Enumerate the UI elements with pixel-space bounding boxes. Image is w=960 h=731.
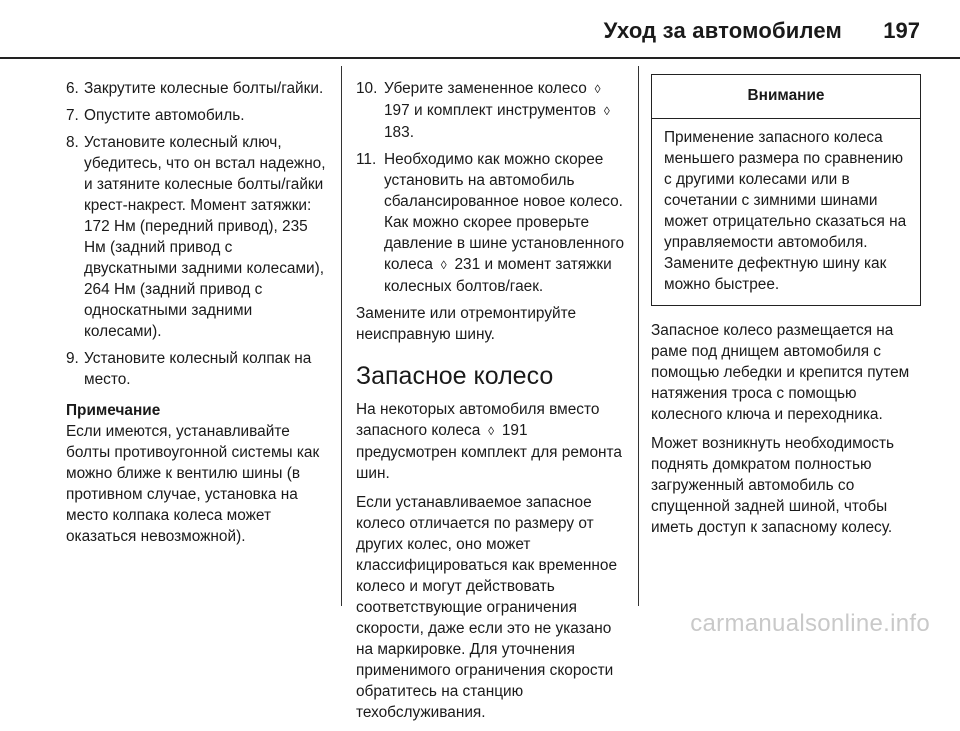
section-heading: Запасное колесо xyxy=(356,362,554,390)
paragraph-part: На некоторых автомобиля вместо запасного колеса xyxy=(356,401,600,439)
step-text: Опустите автомобиль. xyxy=(84,107,245,124)
step-number: 10. xyxy=(356,80,378,97)
step-text-part: Уберите замененное колесо xyxy=(384,80,592,97)
page-number: 197 xyxy=(883,18,920,43)
column-divider-2 xyxy=(638,66,639,606)
paragraph xyxy=(356,399,626,484)
column-middle xyxy=(356,78,626,731)
step-number: 8. xyxy=(66,134,79,151)
warning-box xyxy=(651,74,921,306)
step-11 xyxy=(356,149,626,297)
step-text: Установите колесный ключ, убедитесь, что он встал надежно, и затяните колесные болты/гайки крест-накрест. Момент затяжки: 172 Нм (передний привод), 235 Нм (задний привод с двускатными задними колесами), 264 Нм (задний привод с односкатными задними колесами). xyxy=(84,134,326,340)
page-reference-icon: ◊ xyxy=(488,424,495,438)
page-reference-icon: ◊ xyxy=(603,104,610,118)
page-reference-icon: ◊ xyxy=(594,82,601,96)
warning-text: Применение запасного колеса меньшего размера по сравнению с другими колесами или в сочетании с зимними шинами может отрицательно сказаться на управляемости автомобиля. Замените дефектную шину как можно быстрее. xyxy=(664,129,907,293)
note-title: Примечание xyxy=(66,402,161,419)
watermark: carmanualsonline.info xyxy=(690,610,930,637)
step-text-part: и комплект инструментов xyxy=(409,102,601,119)
page-reference-icon: ◊ xyxy=(440,258,447,272)
chapter-title: Уход за автомобилем xyxy=(603,18,842,43)
page-reference-link[interactable]: 191 xyxy=(501,422,528,439)
step-9 xyxy=(66,348,328,390)
page-header xyxy=(0,0,960,58)
step-text: Закрутите колесные болты/гайки. xyxy=(84,80,324,97)
column-divider-1 xyxy=(341,66,342,606)
header-rule xyxy=(0,57,960,59)
step-text-part: и момент затяжки колесных болтов/гаек. xyxy=(384,256,612,295)
page-reference-link[interactable]: 231 xyxy=(454,256,481,273)
step-6 xyxy=(66,78,328,99)
step-10 xyxy=(356,78,626,143)
step-text-part: . xyxy=(409,124,414,141)
step-number: 6. xyxy=(66,80,79,97)
step-number: 9. xyxy=(66,350,79,367)
step-text xyxy=(384,78,626,143)
step-text: Установите колесный колпак на место. xyxy=(84,350,312,388)
step-number: 7. xyxy=(66,107,79,124)
column-right xyxy=(651,78,921,546)
paragraph: Запасное колесо размещается на раме под днищем автомобиля с помощью лебедки и крепится путем натяжения троса с помощью колесного ключа и переходника. xyxy=(651,322,910,423)
step-text-part: Необходимо как можно скорее установить на автомобиль сбалансированное новое колесо. Как можно скорее проверьте давление в шине установленного колеса xyxy=(384,151,625,273)
step-number: 11. xyxy=(356,151,377,168)
page-reference-link[interactable]: 197 xyxy=(384,102,410,119)
paragraph: Может возникнуть необходимость поднять домкратом полностью загруженный автомобиль со спущенной задней шиной, чтобы иметь доступ к запасному колесу. xyxy=(651,435,895,536)
note-text: Если имеются, устанавливайте болты противоугонной системы как можно ближе к вентилю шины (в противном случае, установка на место колпака колеса может оказаться невозможной). xyxy=(66,423,320,545)
column-left xyxy=(66,78,328,555)
warning-title: Внимание xyxy=(652,75,920,119)
step-8 xyxy=(66,132,328,342)
paragraph-part: предусмотрен комплект для ремонта шин. xyxy=(356,444,622,482)
page-reference-link[interactable]: 183 xyxy=(384,124,410,141)
paragraph: Замените или отремонтируйте неисправную шину. xyxy=(356,305,577,343)
paragraph: Если устанавливаемое запасное колесо отличается по размеру от других колес, оно может классифицироваться как временное колесо и могут действовать соответствующие ограничения скорости, даже если это не указано на маркировке. Для уточнения применимого ограничения скорости обратитесь на станцию техобслуживания. xyxy=(356,494,618,721)
step-text xyxy=(384,149,626,297)
step-7 xyxy=(66,105,328,126)
